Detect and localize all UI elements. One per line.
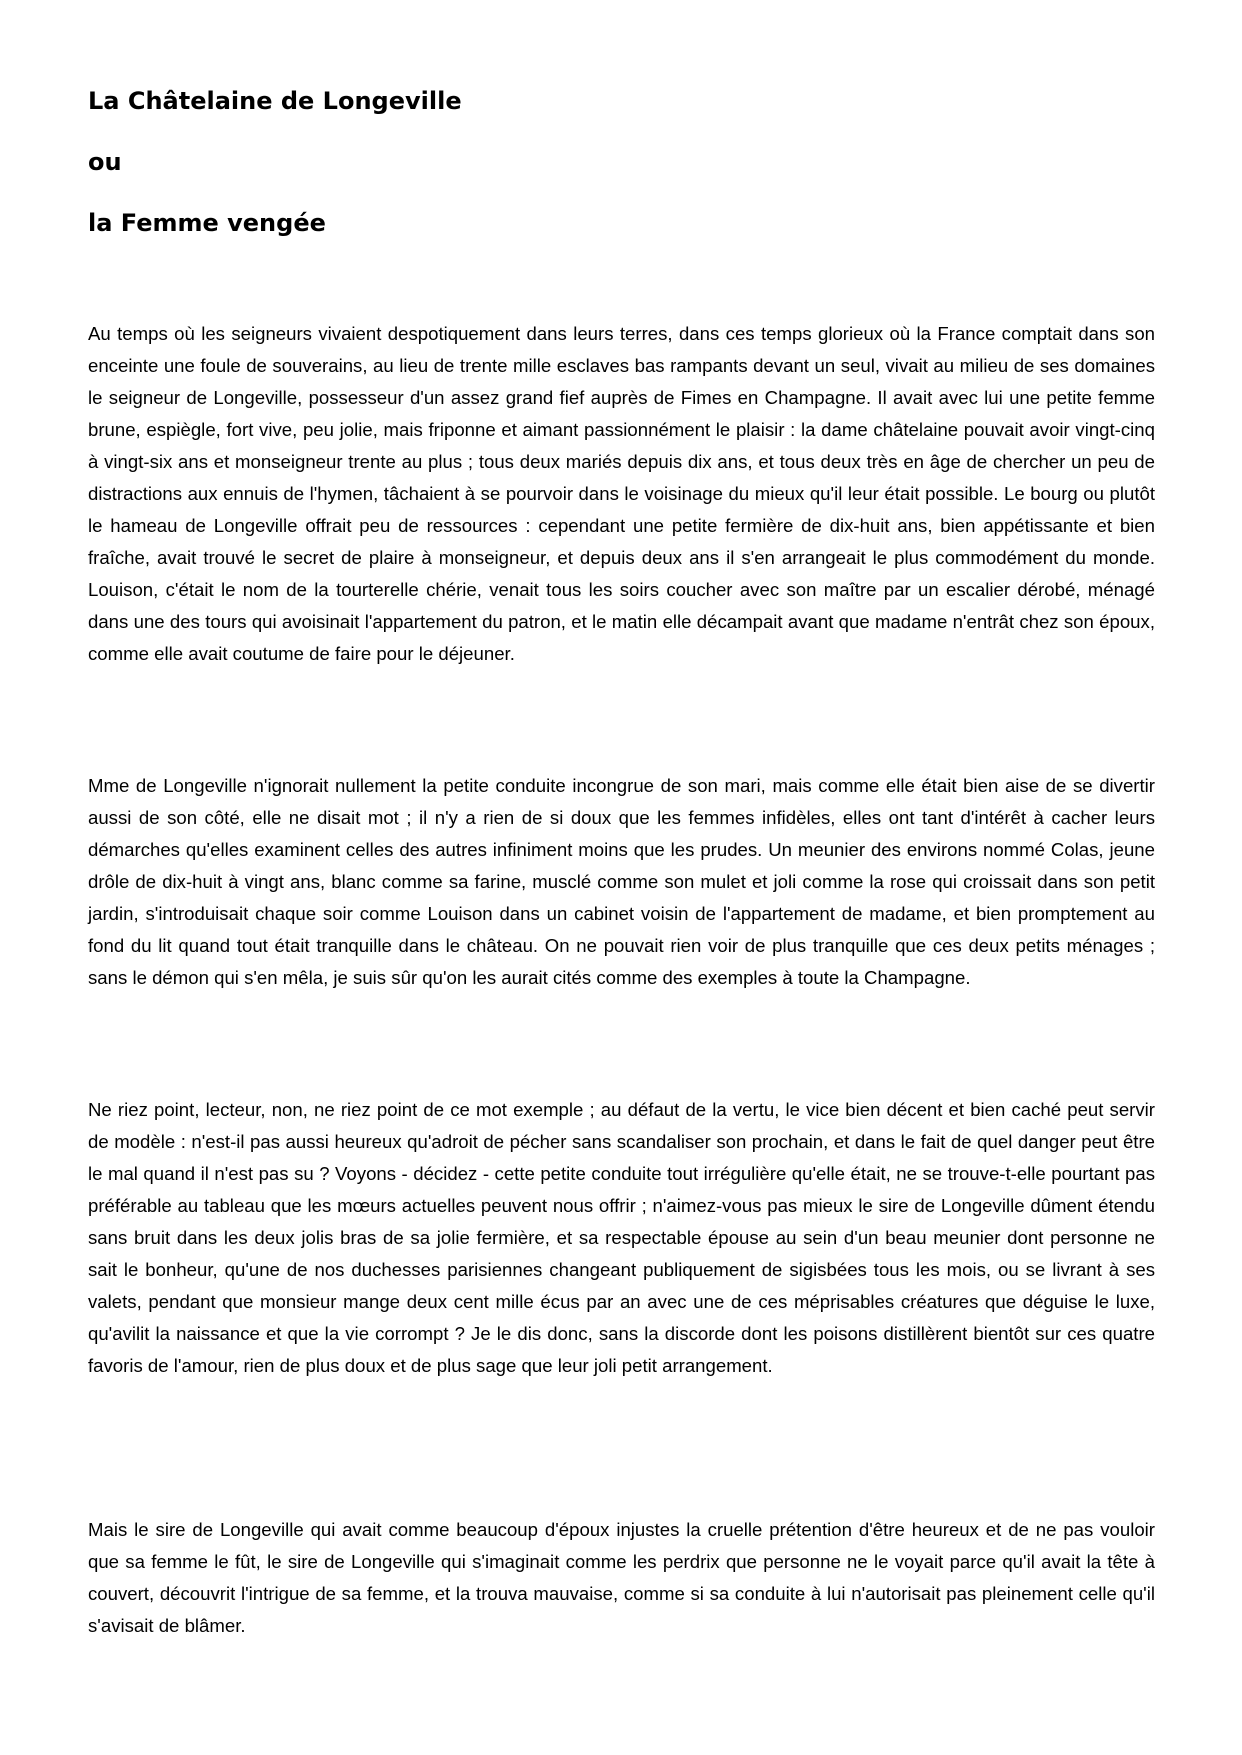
title-line-2: ou bbox=[88, 148, 122, 176]
title-line-1: La Châtelaine de Longeville bbox=[88, 87, 462, 115]
title-line-3: la Femme vengée bbox=[88, 209, 326, 237]
paragraph-2: Mme de Longeville n'ignorait nullement la petite conduite incongrue de son mari, mais comme elle était bien aise de se divertir aussi de son côté, elle ne disait mot ; il n'y a rien de si doux que les femmes infidèles, elles ont tant d'intérêt à cacher leurs démarches qu'elles examinent celles des autres infiniment moins que les prudes. Un meunier des environs nommé Colas, jeune drôle de dix-huit à vingt ans, blanc comme sa farine, musclé comme son mulet et joli comme la rose qui croissait dans son petit jardin, s'introduisait chaque soir comme Louison dans un cabinet voisin de l'appartement de madame, et bien promptement au fond du lit quand tout était tranquille dans le château. On ne pouvait rien voir de plus tranquille que ces deux petits ménages ; sans le démon qui s'en mêla, je suis sûr qu'on les aurait cités comme des exemples à toute la Champagne. bbox=[88, 775, 1155, 988]
title-block bbox=[88, 86, 1155, 238]
paragraph-4: Mais le sire de Longeville qui avait comme beaucoup d'époux injustes la cruelle prétention d'être heureux et de ne pas vouloir que sa femme le fût, le sire de Longeville qui s'imaginait comme les perdrix que personne ne le voyait parce qu'il avait la tête à couvert, découvrit l'intrigue de sa femme, et la trouva mauvaise, comme si sa conduite à lui n'autorisait pas pleinement celle qu'il s'avisait de blâmer. bbox=[88, 1519, 1155, 1636]
paragraph-3: Ne riez point, lecteur, non, ne riez point de ce mot exemple ; au défaut de la vertu, le vice bien décent et bien caché peut servir de modèle : n'est-il pas aussi heureux qu'adroit de pécher sans scandaliser son prochain, et dans le fait de quel danger peut être le mal quand il n'est pas su ? Voyons - décidez - cette petite conduite tout irrégulière qu'elle était, ne se trouve-t-elle pourtant pas préférable au tableau que les mœurs actuelles peuvent nous offrir ; n'aimez-vous pas mieux le sire de Longeville dûment étendu sans bruit dans les deux jolis bras de sa jolie fermière, et sa respectable épouse au sein d'un beau meunier dont personne ne sait le bonheur, qu'une de nos duchesses parisiennes changeant publiquement de sigisbées tous les mois, ou se livrant à ses valets, pendant que monsieur mange deux cent mille écus par an avec une de ces méprisables créatures que déguise le luxe, qu'avilit la naissance et que la vie corrompt ? Je le dis donc, sans la discorde dont les poisons distillèrent bientôt sur ces quatre favoris de l'amour, rien de plus doux et de plus sage que leur joli petit arrangement. bbox=[88, 1099, 1155, 1376]
paragraph-1: Au temps où les seigneurs vivaient despotiquement dans leurs terres, dans ces temps glorieux où la France comptait dans son enceinte une foule de souverains, au lieu de trente mille esclaves bas rampants devant un seul, vivait au milieu de ses domaines le seigneur de Longeville, possesseur d'un assez grand fief auprès de Fimes en Champagne. Il avait avec lui une petite femme brune, espiègle, fort vive, peu jolie, mais friponne et aimant passionnément le plaisir : la dame châtelaine pouvait avoir vingt-cinq à vingt-six ans et monseigneur trente au plus ; tous deux mariés depuis dix ans, et tous deux très en âge de chercher un peu de distractions aux ennuis de l'hymen, tâchaient à se pourvoir dans le voisinage du mieux qu'il leur était possible. Le bourg ou plutôt le hameau de Longeville offrait peu de ressources : cependant une petite fermière de dix-huit ans, bien appétissante et bien fraîche, avait trouvé le secret de plaire à monseigneur, et depuis deux ans il s'en arrangeait le plus commodément du monde. Louison, c'était le nom de la tourterelle chérie, venait tous les soirs coucher avec son maître par un escalier dérobé, ménagé dans une des tours qui avoisinait l'appartement du patron, et le matin elle décampait avant que madame n'entrât chez son époux, comme elle avait coutume de faire pour le déjeuner. bbox=[88, 323, 1155, 664]
